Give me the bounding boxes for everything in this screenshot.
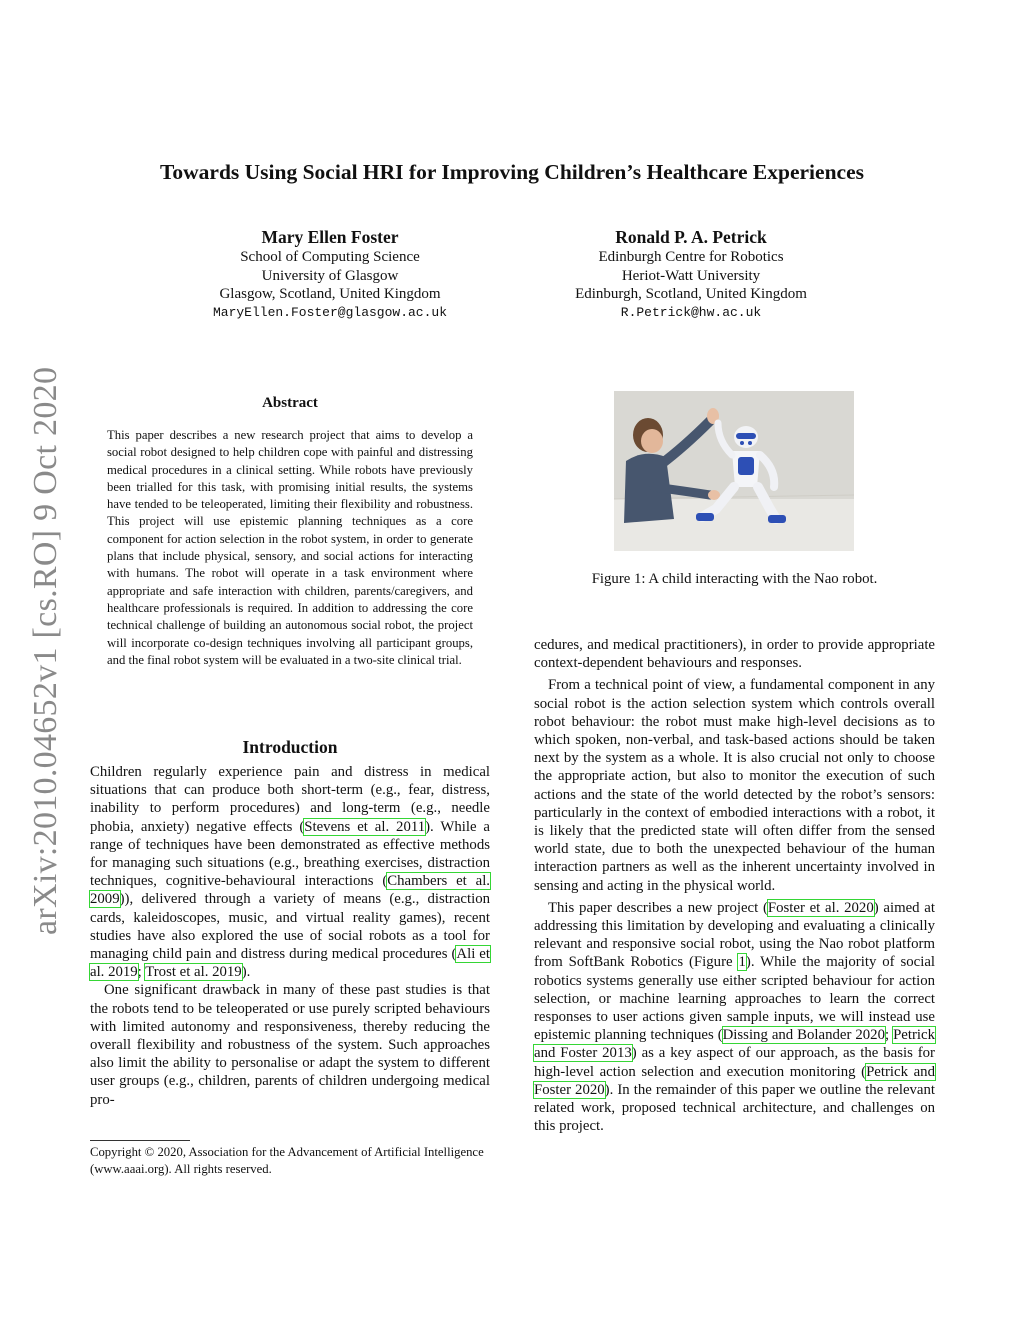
paragraph: One significant drawback in many of these past studies is that the robots tend to be teleoperated or use purely scripted behaviours with limited autonomy and responsiveness, thereby reducing the overall flexibility and robustness of the system. Such approaches also limit the ability to personalise or adapt the system to different user groups (e.g., children, parents of children undergoing medical pro-: [90, 982, 490, 1108]
paragraph: [90, 763, 490, 981]
author-institution: University of Glasgow: [261, 267, 399, 284]
figure-reference-link[interactable]: 1: [738, 954, 746, 971]
text-run: ). While the majority of social robotics systems generally use either scripted behaviour for action selection, or machine learning approaches to learn the correct responses to user actions given sample inputs, we will instead use epistemic planning techniques (: [534, 954, 936, 1044]
citation-link[interactable]: Stevens et al. 2011: [304, 818, 426, 835]
text-run: ;: [137, 964, 146, 981]
citation-link[interactable]: Trost et al. 2019: [145, 964, 242, 981]
footnote-divider: [90, 1140, 190, 1141]
text-run: ) as a key aspect of our approach, as the basis for high-level action selection and execution monitoring (: [534, 1045, 935, 1080]
text-run: Children regularly experience pain and distress in medical situations that can produce both short-term (e.g., fear, distress, inability to perform procedures) and long-term (e.g., needle phobia, anxiety) negative effects (: [90, 764, 490, 835]
author-block: [521, 226, 861, 322]
figure-caption: Figure 1: A child interacting with the Nao robot.: [591, 571, 878, 587]
copyright-footnote: Copyright © 2020, Association for the Advancement of Artificial Intelligence (www.aaai.org). All rights reserved.: [90, 1145, 484, 1176]
figure-image-child-with-nao-robot: [614, 391, 854, 551]
section-heading-introduction: Introduction: [242, 737, 338, 757]
left-column-text: [90, 763, 490, 1109]
author-institution: Heriot-Watt University: [621, 267, 761, 284]
text-run: ). In the remainder of this paper we outline the relevant related work, proposed technical architecture, and challenges on this project.: [534, 1081, 935, 1135]
citation-link[interactable]: Petrick and Foster 2013: [534, 1027, 935, 1062]
citation-link[interactable]: Foster et al. 2020: [767, 899, 874, 916]
citation-link[interactable]: Ali et al. 2019: [90, 946, 490, 981]
author-email: R.Petrick@hw.ac.uk: [620, 304, 762, 320]
author-location: Glasgow, Scotland, United Kingdom: [219, 286, 441, 303]
photo-illustration: [614, 391, 854, 551]
author-block: [160, 226, 500, 322]
citation-link[interactable]: Petrick and Foster 2020: [534, 1063, 935, 1098]
text-run: ;: [884, 1027, 894, 1044]
text-run: ) aimed at addressing this limitation by developing and evaluating a clinically relevant and responsive social robot, using the Nao robot platform from SoftBank Robotics (Figure: [534, 899, 935, 971]
citation-link[interactable]: Chambers et al. 2009: [90, 873, 491, 908]
abstract-body: This paper describes a new research project that aims to develop a social robot designed to help children cope with painful and distressing medical procedures in a clinical setting. While robots have previously been trialled for this task, with promising initial results, the systems have tended to be teleoperated, limiting their flexibility and robustness. This project will use epistemic planning techniques as a core component for action selection in the robot system, in order to generate plans that include physical, sensory, and social actions for interacting with humans. The robot will operate in a task environment where appropriate and safe interaction with children, parents/caregivers, and healthcare professionals is required. In addition to addressing the core technical challenge of building an autonomous social robot, the project will incorporate co-design techniques involving all participant groups, and the final robot system will be evaluated in a two-site clinical trial.: [107, 428, 473, 667]
paragraph: cedures, and medical practitioners), in order to provide appropriate context-dependent behaviours and responses.: [534, 637, 935, 672]
author-name: Mary Ellen Foster: [261, 227, 399, 247]
text-run: ).: [241, 964, 251, 981]
citation-link[interactable]: Dissing and Bolander 2020: [722, 1027, 885, 1044]
paper-title: Towards Using Social HRI for Improving Children’s Healthcare Experiences: [160, 160, 864, 184]
paragraph: From a technical point of view, a fundamental component in any social robot is the action selection system which controls overall robot behaviour: the robot must make high-level decisions as to which spoken, non-verbal, and task-based actions should be taken next by the system as a whole. It is also crucial not only to choose the appropriate action, but also to monitor the execution of such actions and the state of the world detected by the robot’s sensors: particularly in the context of embodied interactions with a robot, it is likely that the predicted state will often differ from the sensed world state, due to both the unexpected behaviour of the human interaction partners as well as the inherent uncertainty involved in sensing and acting in the physical world.: [534, 677, 935, 894]
author-department: School of Computing Science: [240, 249, 420, 265]
author-name: Ronald P. A. Petrick: [615, 227, 767, 247]
paragraph: [534, 899, 935, 1136]
text-run: This paper describes a new project (: [548, 899, 768, 916]
text-run: ). While a range of techniques have been demonstrated as effective methods for managing such situations (e.g., breathing exercises, distraction techniques, cognitive-behavioural interactions (: [90, 818, 490, 890]
author-location: Edinburgh, Scotland, United Kingdom: [575, 286, 807, 303]
text-run: )), delivered through a variety of means (e.g., distraction cards, kaleidoscopes, music, and virtual reality games), recent studies have also explored the use of social robots as a tool for managing child pain and distress during medical procedures (: [90, 891, 490, 963]
author-email: MaryEllen.Foster@glasgow.ac.uk: [212, 304, 448, 320]
right-column-text: [534, 636, 935, 1135]
arxiv-identifier: arXiv:2010.04652v1 [cs.RO] 9 Oct 2020: [27, 366, 64, 935]
author-department: Edinburgh Centre for Robotics: [598, 249, 784, 265]
abstract-heading: Abstract: [262, 395, 318, 411]
